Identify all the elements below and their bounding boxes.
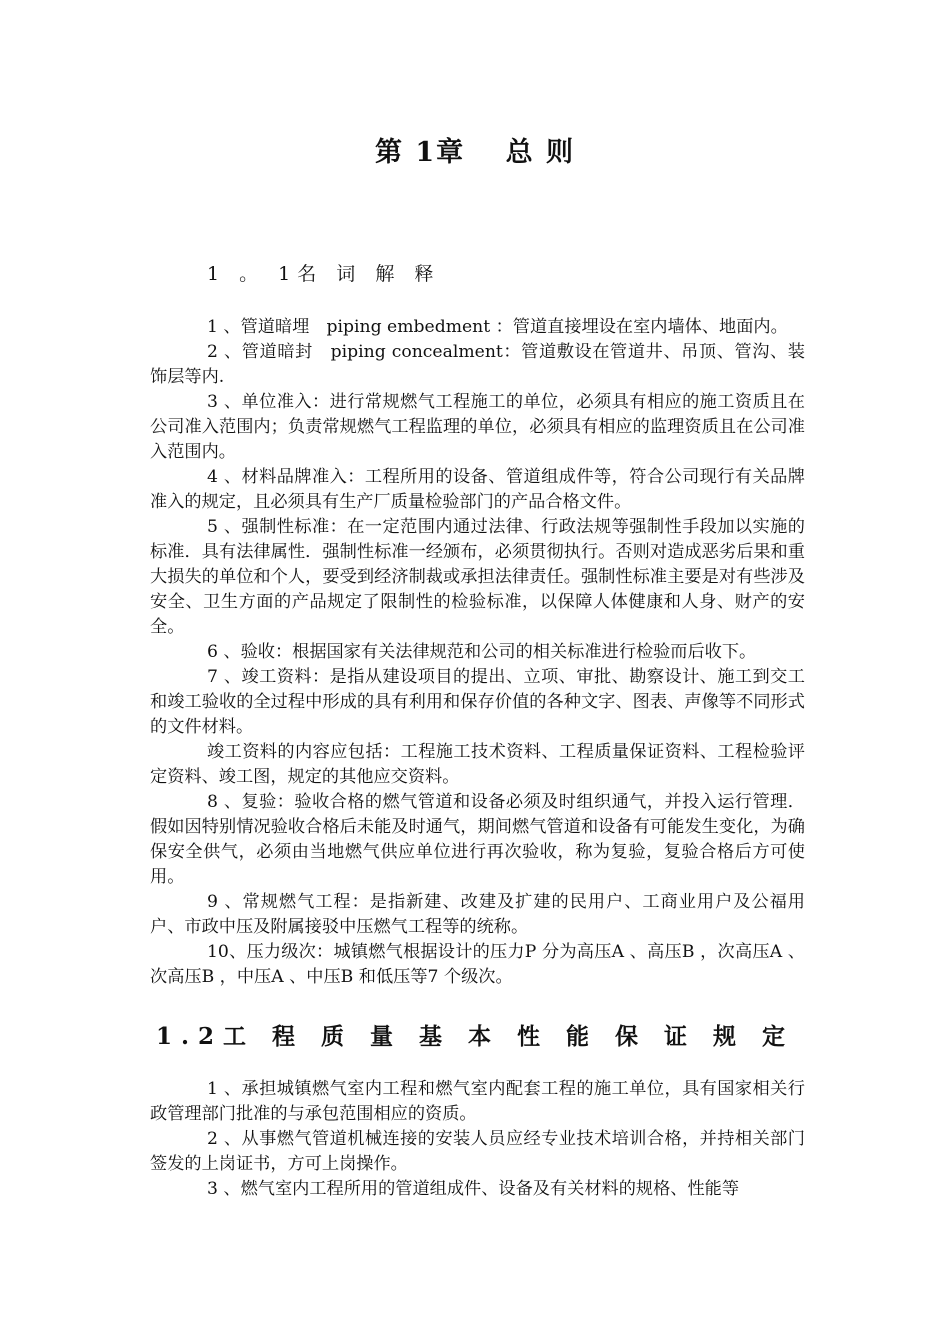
paragraph: 2 、从事燃气管道机械连接的安装人员应经专业技术培训合格，并持相关部门签发的上岗证书，方可上岗操作。: [150, 1129, 805, 1174]
paragraph: 5 、强制性标准：在一定范围内通过法律、行政法规等强制性手段加以实施的标准．具有法律属性．强制性标准一经颁布，必须贯彻执行。否则对造成恶劣后果和重大损失的单位和个人，要受到经济制裁或承担法律责任。强制性标准主要是对有些涉及安全、卫生方面的产品规定了限制性的检验标准，以保障人体健康和人身、财产的安全。: [150, 517, 805, 637]
paragraph: 3 、燃气室内工程所用的管道组成件、设备及有关材料的规格、性能等: [207, 1179, 740, 1199]
chapter-title: 第 1章 总 则: [375, 137, 575, 168]
section-heading-1-2: 1.2工 程 质 量 基 本 性 能 保 证 规 定: [155, 1023, 795, 1050]
paragraph: 7 、竣工资料：是指从建设项目的提出、立项、审批、勘察设计、施工到交工和竣工验收的全过程中形成的具有利用和保存价值的各种文字、图表、声像等不同形式的文件材料。: [150, 667, 805, 737]
section-heading-1-1: 1 。 1名 词 解 释: [207, 263, 441, 285]
paragraph: 6 、验收：根据国家有关法律规范和公司的相关标准进行检验而后收下。: [207, 642, 757, 662]
paragraph: 2 、管道暗封 piping concealment：管道敷设在管道井、吊顶、管沟、装饰层等内.: [150, 342, 805, 387]
section-2-body: [150, 1077, 805, 1202]
paragraph: 3 、单位准入：进行常规燃气工程施工的单位，必须具有相应的施工资质且在公司准入范围内；负责常规燃气工程监理的单位，必须具有相应的监理资质且在公司准入范围内。: [150, 392, 805, 462]
paragraph: 9 、常规燃气工程：是指新建、改建及扩建的民用户、工商业用户及公福用户、市政中压及附属接驳中压燃气工程等的统称。: [150, 892, 805, 937]
paragraph: 1 、承担城镇燃气室内工程和燃气室内配套工程的施工单位，具有国家相关行政管理部门批准的与承包范围相应的资质。: [150, 1079, 805, 1124]
paragraph: 竣工资料的内容应包括：工程施工技术资料、工程质量保证资料、工程检验评定资料、竣工图，规定的其他应交资料。: [150, 742, 805, 787]
paragraph: 4 、材料品牌准入：工程所用的设备、管道组成件等，符合公司现行有关品牌准入的规定，且必须具有生产厂质量检验部门的产品合格文件。: [150, 467, 805, 512]
paragraph: 1 、管道暗埋 piping embedment ：管道直接埋设在室内墙体、地面内。: [207, 317, 788, 337]
paragraph: 10、压力级次：城镇燃气根据设计的压力P 分为高压A 、高压B ，次高压A 、次高压B ，中压A 、中压B 和低压等7 个级次。: [150, 942, 805, 987]
section-1-body: [150, 315, 805, 990]
paragraph: 8 、复验：验收合格的燃气管道和设备必须及时组织通气，并投入运行管理．假如因特别情况验收合格后未能及时通气，期间燃气管道和设备有可能发生变化，为确保安全供气，必须由当地燃气供应单位进行再次验收，称为复验，复验合格后方可使用。: [150, 792, 805, 887]
